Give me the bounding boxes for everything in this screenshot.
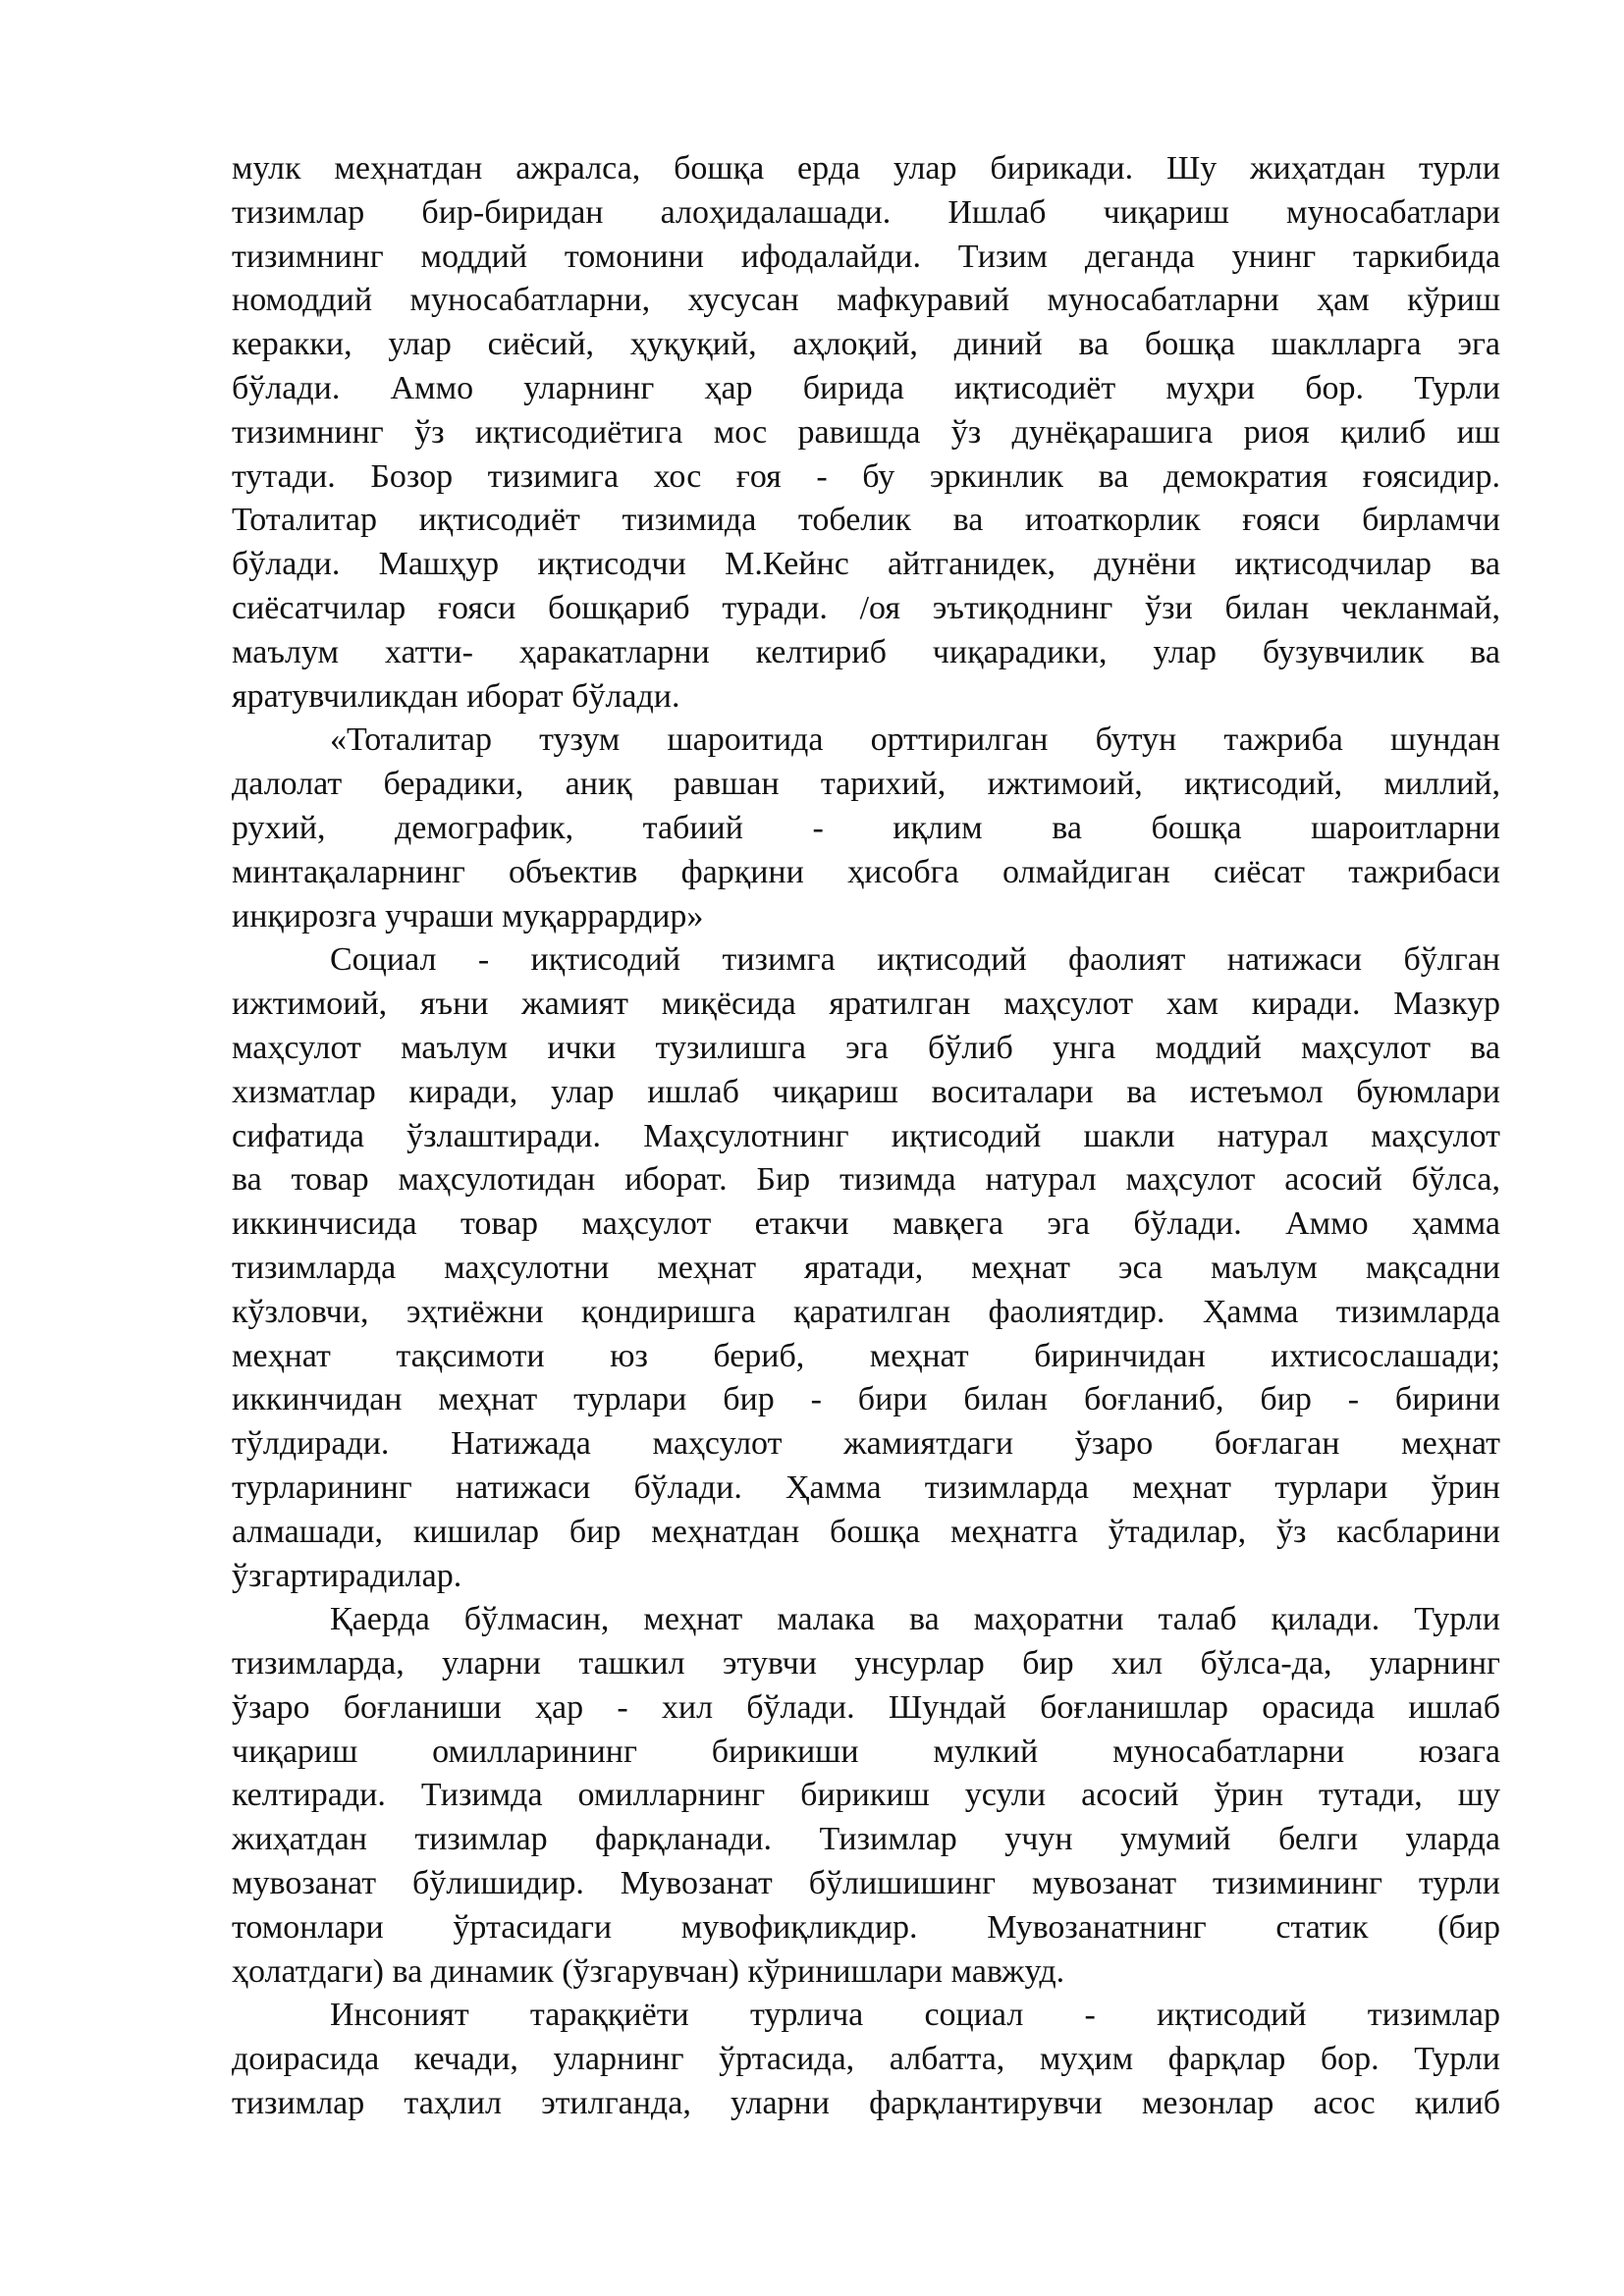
text-line: минтақаларнинг объектив фарқини ҳисобга олмайдиган сиёсат тажрибаси <box>232 853 1500 890</box>
text-line: яратувчиликдан иборат бўлади. <box>232 677 680 715</box>
text-line: тутади. Бозор тизимига хос ғоя - бу эркинлик ва демократия ғоясидир. <box>232 457 1500 495</box>
text-line: инқирозга учраши муқаррардир» <box>232 897 704 934</box>
text-line: тизимларда, уларни ташкил этувчи унсурлар бир хил бўлса-да, уларнинг <box>232 1645 1500 1682</box>
text-line: меҳнат тақсимоти юз бериб, меҳнат биринчидан ихтисослашади; <box>232 1337 1500 1374</box>
text-line: бўлади. Аммо уларнинг ҳар бирида иқтисодиёт муҳри бор. Турли <box>232 369 1500 406</box>
text-line: кўзловчи, эҳтиёжни қондиришга қаратилган фаолиятдир. Ҳамма тизимларда <box>232 1293 1500 1330</box>
text-line: бўлади. Машҳур иқтисодчи М.Кейнс айтганидек, дунёни иқтисодчилар ва <box>232 546 1500 583</box>
text-line: тизимлар таҳлил этилганда, уларни фарқлантирувчи мезонлар асос қилиб <box>232 2085 1500 2122</box>
text-line: рухий, демографик, табиий - иқлим ва бошқа шароитларни <box>232 809 1500 846</box>
paragraph <box>232 938 1500 1598</box>
text-line: «Тоталитар тузум шароитида орттирилган бутун тажриба шундан <box>330 721 1500 759</box>
text-line: доирасида кечади, уларнинг ўртасида, албатта, муҳим фарқлар бор. Турли <box>232 2041 1500 2078</box>
text-line: далолат берадики, аниқ равшан тарихий, ижтимоий, иқтисодий, миллий, <box>232 766 1500 803</box>
text-line: Тоталитар иқтисодиёт тизимида тобелик ва итоаткорлик ғояси бирламчи <box>232 502 1500 539</box>
text-line: мулк меҳнатдан ажралса, бошқа ерда улар бирикади. Шу жиҳатдан турли <box>232 150 1500 187</box>
text-line: чиқариш омилларининг бирикиши мулкий муносабатларни юзага <box>232 1733 1500 1770</box>
text-line: ўзаро боғланиши ҳар - хил бўлади. Шундай боғланишлар орасида ишлаб <box>232 1688 1500 1726</box>
text-line: тўлдиради. Натижада маҳсулот жамиятдаги ўзаро боғлаган меҳнат <box>232 1425 1500 1463</box>
text-line: номоддий муносабатларни, хусусан мафкуравий муносабатларни ҳам кўриш <box>232 282 1500 319</box>
text-line: ижтимоий, яъни жамият миқёсида яратилган маҳсулот хам киради. Мазкур <box>232 986 1500 1023</box>
paragraph <box>232 719 1500 938</box>
text-line: тизимнинг моддий томонини ифодалайди. Тизим деганда унинг таркибида <box>232 238 1500 275</box>
text-line: томонлари ўртасидаги мувофиқликдир. Мувозанатнинг статик (бир <box>232 1908 1500 1946</box>
text-line: Қаерда бўлмасин, меҳнат малака ва маҳоратни талаб қилади. Турли <box>330 1601 1500 1638</box>
paragraph <box>232 1598 1500 1994</box>
text-line: ва товар маҳсулотидан иборат. Бир тизимда натурал маҳсулот асосий бўлса, <box>232 1161 1500 1199</box>
paragraph <box>232 1994 1500 2125</box>
text-line: керакки, улар сиёсий, ҳуқуқий, аҳлоқий, диний ва бошқа шаклларга эга <box>232 326 1500 363</box>
text-line: хизматлар киради, улар ишлаб чиқариш воситалари ва истеъмол буюмлари <box>232 1073 1500 1110</box>
document-page <box>232 147 1500 2126</box>
text-line: иккинчисида товар маҳсулот етакчи мавқега эга бўлади. Аммо ҳамма <box>232 1205 1500 1243</box>
text-line: Инсоният тараққиёти турлича социал - иқтисодий тизимлар <box>330 1997 1500 2034</box>
paragraph <box>232 147 1500 719</box>
text-line: тизимлар бир-биридан алоҳидалашади. Ишлаб чиқариш муносабатлари <box>232 193 1500 231</box>
text-line: турларининг натижаси бўлади. Ҳамма тизимларда меҳнат турлари ўрин <box>232 1468 1500 1506</box>
text-line: сифатида ўзлаштиради. Маҳсулотнинг иқтисодий шакли натурал маҳсулот <box>232 1117 1500 1154</box>
text-line: маълум хатти- ҳаракатларни келтириб чиқарадики, улар бузувчилик ва <box>232 633 1500 670</box>
text-line: тизимларда маҳсулотни меҳнат яратади, меҳнат эса маълум мақсадни <box>232 1249 1500 1286</box>
text-line: жиҳатдан тизимлар фарқланади. Тизимлар учун умумий белги уларда <box>232 1821 1500 1858</box>
text-line: мувозанат бўлишидир. Мувозанат бўлишишинг мувозанат тизимининг турли <box>232 1865 1500 1902</box>
text-line: ўзгартирадилар. <box>232 1557 462 1594</box>
text-line: маҳсулот маълум ички тузилишга эга бўлиб унга моддий маҳсулот ва <box>232 1029 1500 1066</box>
text-line: сиёсатчилар ғояси бошқариб туради. /оя эътиқоднинг ўзи билан чекланмай, <box>232 589 1500 626</box>
text-line: иккинчидан меҳнат турлари бир - бири билан боғланиб, бир - бирини <box>232 1381 1500 1418</box>
text-line: Социал - иқтисодий тизимга иқтисодий фаолият натижаси бўлган <box>330 941 1500 979</box>
text-line: алмашади, кишилар бир меҳнатдан бошқа меҳнатга ўтадилар, ўз касбларини <box>232 1513 1500 1550</box>
text-line: ҳолатдаги) ва динамик (ўзгарувчан) кўринишлари мавжуд. <box>232 1952 1065 1990</box>
text-line: тизимнинг ўз иқтисодиётига мос равишда ўз дунёқарашига риоя қилиб иш <box>232 413 1500 451</box>
text-line: келтиради. Тизимда омилларнинг бирикиш усули асосий ўрин тутади, шу <box>232 1777 1500 1814</box>
